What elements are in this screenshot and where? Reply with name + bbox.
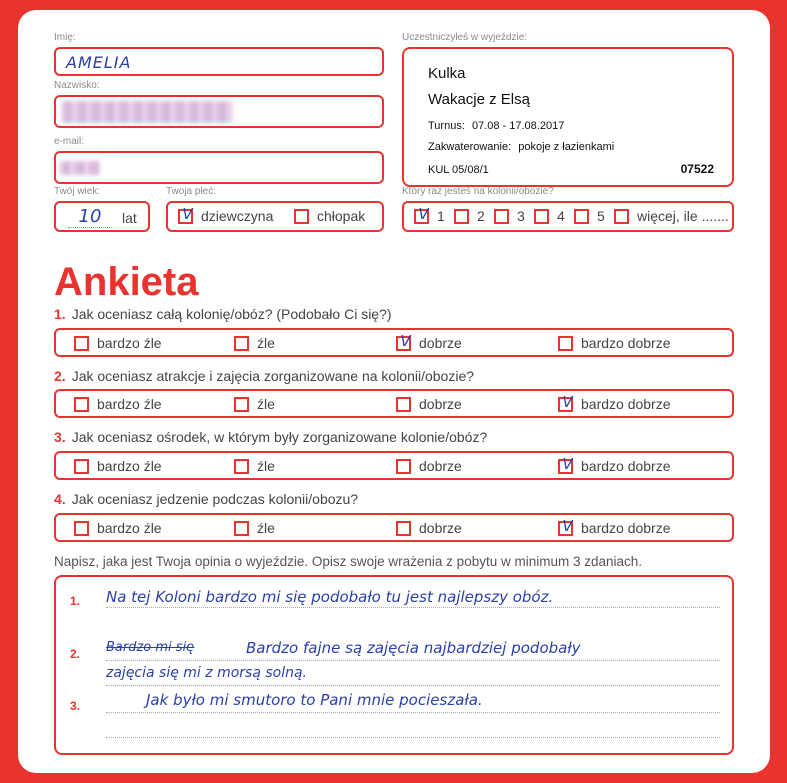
question-2-text: Jak oceniasz atrakcje i zajęcia zorganizowane na kolonii/obozie? [71,368,475,384]
question-2 [54,368,474,384]
age-unit: lat [122,210,137,226]
q1-very-good-label: bardzo dobrze [581,335,671,351]
age-value: 10 [68,206,112,228]
opinion-line-3 [106,712,720,713]
question-3-options [54,451,734,480]
times-5-label: 5 [597,208,605,224]
opinion-1-number: 1. [70,594,81,608]
surname-field[interactable] [54,95,384,128]
question-4-text: Jak oceniasz jedzenie podczas kolonii/obozu? [71,491,359,507]
q3-option-good[interactable] [396,458,462,474]
q1-good-label: dobrze [419,335,462,351]
times-3-checkbox[interactable] [494,209,509,224]
turnus-value: 07.08 - 17.08.2017 [471,120,565,132]
q4-option-very-good[interactable] [558,516,671,536]
question-4-options [54,513,734,542]
times-field [402,201,734,232]
times-4-label: 4 [557,208,565,224]
times-5-checkbox[interactable] [574,209,589,224]
gender-option-girl[interactable] [178,204,274,224]
opinion-line-2b [106,685,720,686]
times-option-1[interactable] [414,204,445,224]
question-4-number: 4. [54,491,66,507]
age-label: Twój wiek: [54,186,101,197]
trip-number: 07522 [680,162,714,176]
q1-bad-label: źle [257,335,275,351]
surname-label: Nazwisko: [54,80,100,91]
q2-very-good-checkbox[interactable]: V [558,397,573,412]
q4-very-good-label: bardzo dobrze [581,520,671,536]
q1-very-good-checkbox[interactable] [558,336,573,351]
question-2-number: 2. [54,368,66,384]
q2-good-checkbox[interactable] [396,397,411,412]
opinion-2-number: 2. [70,647,81,661]
opinion-2-text-continued: zajęcia się mi z morsą solną. [106,665,308,681]
q2-very-good-label: bardzo dobrze [581,396,671,412]
email-label: e-mail: [54,136,85,147]
q1-option-bad[interactable] [234,335,275,351]
question-4 [54,491,358,507]
q3-very-bad-checkbox[interactable] [74,459,89,474]
survey-sheet [18,10,770,773]
times-4-checkbox[interactable] [534,209,549,224]
q2-option-good[interactable] [396,396,462,412]
times-1-label: 1 [437,208,445,224]
times-option-2[interactable] [454,208,485,224]
times-label: Który raz jesteś na kolonii/obozie? [402,186,554,197]
q2-option-bad[interactable] [234,396,275,412]
gender-field [166,201,384,232]
opinion-1-text: Na tej Koloni bardzo mi się podobało tu jest najlepszy obóz. [106,588,554,606]
question-1-options [54,328,734,357]
q3-very-good-checkbox[interactable]: V [558,459,573,474]
question-3-number: 3. [54,429,66,445]
gender-label: Twoja płeć: [166,186,217,197]
redacted-email [60,161,100,175]
opinion-line-4 [106,737,720,738]
question-1-text: Jak oceniasz całą kolonię/obóz? (Podobało Ci się?) [71,306,392,322]
q4-bad-checkbox[interactable] [234,521,249,536]
q1-option-very-bad[interactable] [74,335,162,351]
opinion-prompt: Napisz, jaka jest Twoja opinia o wyjeździe. Opisz swoje wrażenia z pobytu w minimum 3 zdaniach. [54,554,643,569]
q1-option-very-good[interactable] [558,335,671,351]
q3-option-very-bad[interactable] [74,458,162,474]
q4-option-bad[interactable] [234,520,275,536]
gender-option-boy[interactable] [294,208,365,224]
q3-option-very-good[interactable] [558,454,671,474]
q2-bad-checkbox[interactable] [234,397,249,412]
accommodation-row [428,141,614,153]
name-label: Imię: [54,32,76,43]
opinion-3-text: Jak było mi smutoro to Pani mnie pocieszała. [146,691,483,709]
q2-option-very-bad[interactable] [74,396,162,412]
q4-very-bad-checkbox[interactable] [74,521,89,536]
trip-label: Uczestniczyłeś w wyjeździe: [402,32,528,43]
girl-label: dziewczyna [201,208,274,224]
times-2-checkbox[interactable] [454,209,469,224]
opinion-line-1 [106,607,720,608]
q4-good-checkbox[interactable] [396,521,411,536]
name-field[interactable] [54,47,384,76]
name-value: AMELIA [66,53,132,72]
trip-info-box [402,47,734,187]
opinion-line-2 [106,660,720,661]
times-option-5[interactable] [574,208,605,224]
q2-very-bad-checkbox[interactable] [74,397,89,412]
q3-bad-checkbox[interactable] [234,459,249,474]
email-field[interactable] [54,151,384,184]
q3-good-checkbox[interactable] [396,459,411,474]
q3-very-bad-label: bardzo źle [97,458,162,474]
q3-good-label: dobrze [419,458,462,474]
question-3-text: Jak oceniasz ośrodek, w którym były zorganizowane kolonie/obóz? [71,429,488,445]
times-3-label: 3 [517,208,525,224]
q2-bad-label: źle [257,396,275,412]
q2-option-very-good[interactable] [558,392,671,412]
q2-good-label: dobrze [419,396,462,412]
question-3 [54,429,487,445]
q1-very-bad-checkbox[interactable] [74,336,89,351]
opinion-box[interactable] [54,575,734,755]
opinion-3-number: 3. [70,699,81,713]
times-option-3[interactable] [494,208,525,224]
question-1 [54,306,392,322]
survey-title: Ankieta [54,260,199,304]
times-more-checkbox[interactable] [614,209,629,224]
q4-good-label: dobrze [419,520,462,536]
times-option-4[interactable] [534,208,565,224]
q1-very-bad-label: bardzo źle [97,335,162,351]
age-field[interactable] [54,201,150,232]
turnus-label: Turnus: [428,120,465,132]
q4-bad-label: źle [257,520,275,536]
trip-name: Kulka [428,65,466,82]
times-2-label: 2 [477,208,485,224]
q2-very-bad-label: bardzo źle [97,396,162,412]
trip-program: Wakacje z Elsą [428,91,530,108]
times-1-checkbox[interactable]: V [414,209,429,224]
boy-checkbox[interactable] [294,209,309,224]
q3-bad-label: źle [257,458,275,474]
boy-label: chłopak [317,208,366,224]
q4-very-bad-label: bardzo źle [97,520,162,536]
opinion-2-text: Bardzo fajne są zajęcia najbardziej podobały [246,639,581,657]
turnus-row [428,120,564,132]
trip-code: KUL 05/08/1 [428,164,489,176]
q1-option-good[interactable] [396,331,462,351]
question-1-number: 1. [54,306,66,322]
accommodation-value: pokoje z łazienkami [518,141,615,153]
q3-option-bad[interactable] [234,458,275,474]
girl-checkbox[interactable]: V [178,209,193,224]
q4-option-good[interactable] [396,520,462,536]
accommodation-label: Zakwaterowanie: [428,141,512,153]
q3-very-good-label: bardzo dobrze [581,458,671,474]
q1-bad-checkbox[interactable] [234,336,249,351]
q4-very-good-checkbox[interactable]: V [558,521,573,536]
redacted-surname [62,101,232,123]
opinion-2-struck: Bardzo mi się [106,640,195,655]
times-option-more[interactable] [614,208,729,224]
question-2-options [54,389,734,418]
times-more-label: więcej, ile ....... [637,208,729,224]
q1-good-checkbox[interactable]: V [396,336,411,351]
q4-option-very-bad[interactable] [74,520,162,536]
